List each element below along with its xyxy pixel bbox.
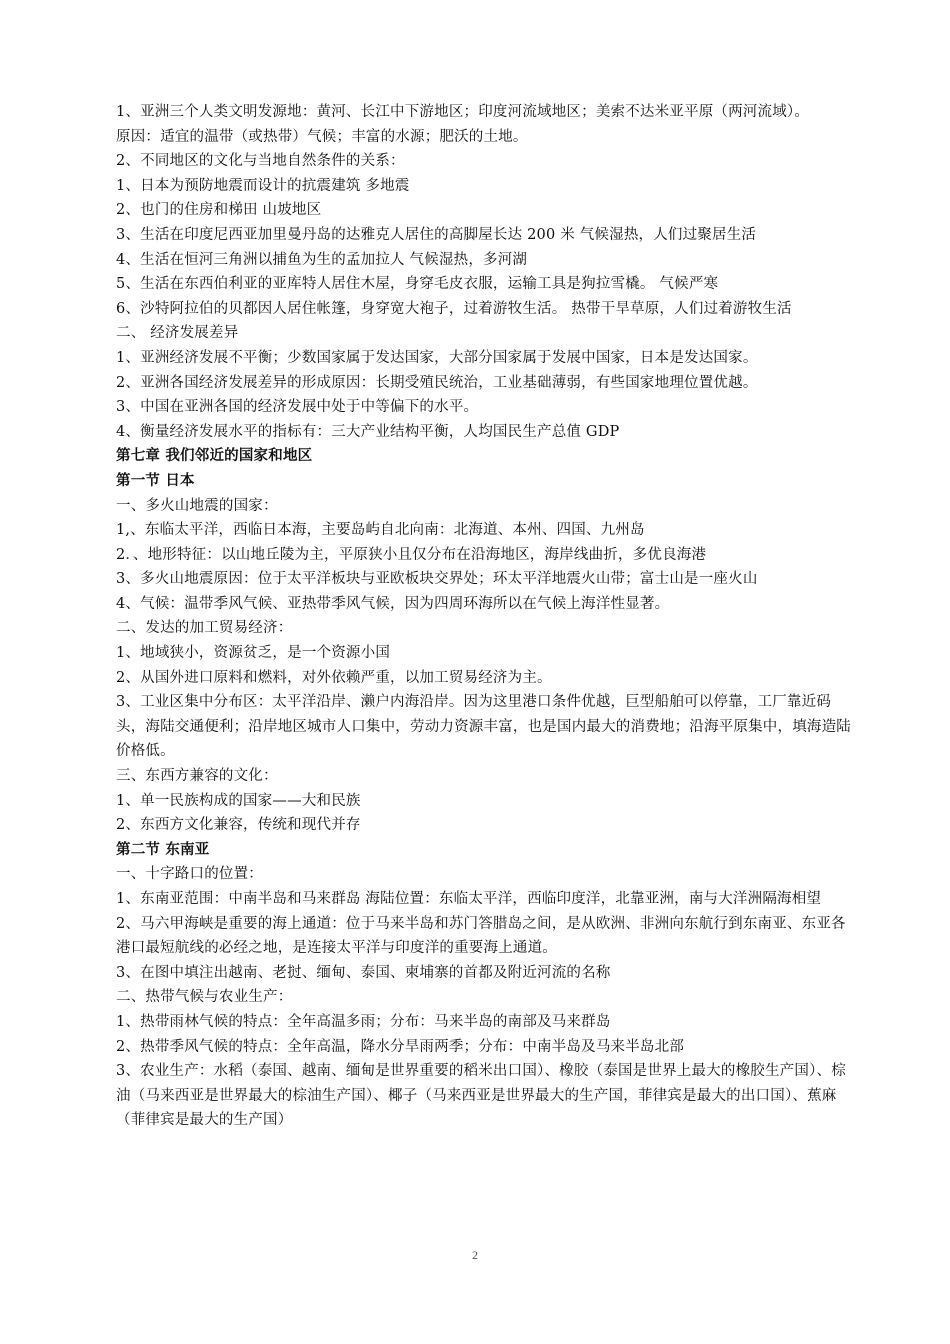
text-line: 1、单一民族构成的国家——大和民族	[116, 792, 361, 809]
document-body	[116, 100, 856, 1133]
section-heading: 第二节 东南亚	[116, 841, 210, 858]
text-line: 2、从国外进口原料和燃料，对外依赖严重，以加工贸易经济为主。	[116, 669, 552, 686]
text-line: 4、生活在恒河三角洲以捕鱼为生的孟加拉人 气候湿热，多河湖	[116, 251, 528, 268]
text-line: 3、多火山地震原因：位于太平洋板块与亚欧板块交界处；环太平洋地震火山带；富士山是一座火山	[116, 571, 758, 588]
text-line: 4、衡量经济发展水平的指标有：三大产业结构平衡，人均国民生产总值 GDP	[116, 423, 620, 440]
text-line: 2、也门的住房和梯田 山坡地区	[116, 202, 322, 219]
text-line: 1、亚洲三个人类文明发源地：黄河、长江中下游地区；印度河流域地区；美索不达米亚平原（两河流域）。	[116, 104, 810, 120]
text-line: 5、生活在东西伯利亚的亚库特人居住木屋，身穿毛皮衣服，运输工具是狗拉雪橇。 气候严寒	[116, 276, 719, 293]
text-line: 二、热带气候与农业生产：	[116, 989, 293, 1006]
text-line: 2、热带季风气候的特点：全年高温，降水分旱雨两季；分布：中南半岛及马来半岛北部	[116, 1038, 685, 1055]
text-line: 1、东南亚范围：中南半岛和马来群岛 海陆位置：东临太平洋，西临印度洋，北靠亚洲，南与大洋洲隔海相望	[116, 891, 822, 907]
text-line: 3、工业区集中分布区：太平洋沿岸、濑户内海沿岸。因为这里港口条件优越，巨型船舶可以停靠，工厂靠近码头，海陆交通便利；沿岸地区城市人口集中，劳动力资源丰富，也是国内最大的消费地；沿海平原集中，填海造陆价格低。	[116, 694, 851, 760]
text-line: 3、农业生产：水稻（泰国、越南、缅甸是世界重要的稻米出口国）、橡胶（泰国是世界上最大的橡胶生产国）、棕油（马来西亚是世界最大的棕油生产国）、椰子（马来西亚是世界最大的生产国，菲律宾是最大的出口国）、蕉麻（菲律宾是最大的生产国）	[116, 1063, 846, 1129]
text-line: 2、亚洲各国经济发展差异的形成原因：长期受殖民统治，工业基础薄弱，有些国家地理位置优越。	[116, 374, 758, 391]
text-line: 1,、东临太平洋，西临日本海，主要岛屿自北向南：北海道、本州、四国、九州岛	[116, 522, 645, 539]
text-line: 2、不同地区的文化与当地自然条件的关系：	[116, 153, 405, 170]
text-line: 3、中国在亚洲各国的经济发展中处于中等偏下的水平。	[116, 399, 479, 416]
text-line: 一、十字路口的位置：	[116, 866, 263, 883]
text-line: 4、气候：温带季风气候、亚热带季风气候，因为四周环海所以在气候上海洋性显著。	[116, 595, 670, 612]
text-line: 一、多火山地震的国家：	[116, 497, 278, 514]
text-line: 1、日本为预防地震而设计的抗震建筑 多地震	[116, 177, 410, 194]
text-line: 3、在图中填注出越南、老挝、缅甸、泰国、柬埔寨的首都及附近河流的名称	[116, 964, 611, 981]
page-number: 2	[472, 1248, 478, 1262]
text-line: 1、亚洲经济发展不平衡；少数国家属于发达国家，大部分国家属于发展中国家，日本是发达国家。	[116, 349, 758, 366]
section-heading: 第七章 我们邻近的国家和地区	[116, 448, 313, 465]
text-line: 1、热带雨林气候的特点：全年高温多雨；分布：马来半岛的南部及马来群岛	[116, 1013, 611, 1030]
text-line: 2、马六甲海峡是重要的海上通道：位于马来半岛和苏门答腊岛之间，是从欧洲、非洲向东航行到东南亚、东亚各港口最短航线的必经之地，是连接太平洋与印度洋的重要海上通道。	[116, 915, 846, 957]
text-line: 6、沙特阿拉伯的贝都因人居住帐篷，身穿宽大袍子，过着游牧生活。 热带干旱草原，人们过着游牧生活	[116, 300, 792, 317]
text-line: 二、发达的加工贸易经济：	[116, 620, 293, 637]
text-line: 2、东西方文化兼容，传统和现代并存	[116, 817, 361, 834]
text-line: 3、生活在印度尼西亚加里曼丹岛的达雅克人居住的高脚屋长达 200 米 气候湿热，人们过聚居生活	[116, 226, 757, 243]
text-line: 三、东西方兼容的文化：	[116, 768, 278, 785]
text-line: 2．、地形特征：以山地丘陵为主，平原狭小且仅分布在沿海地区，海岸线曲折，多优良海港	[116, 546, 707, 563]
text-line: 原因：适宜的温带（或热带）气候；丰富的水源；肥沃的土地。	[116, 128, 528, 145]
section-heading: 第一节 日本	[116, 472, 195, 489]
text-line: 二、 经济发展差异	[116, 325, 239, 342]
text-line: 1、地域狭小，资源贫乏，是一个资源小国	[116, 645, 391, 662]
